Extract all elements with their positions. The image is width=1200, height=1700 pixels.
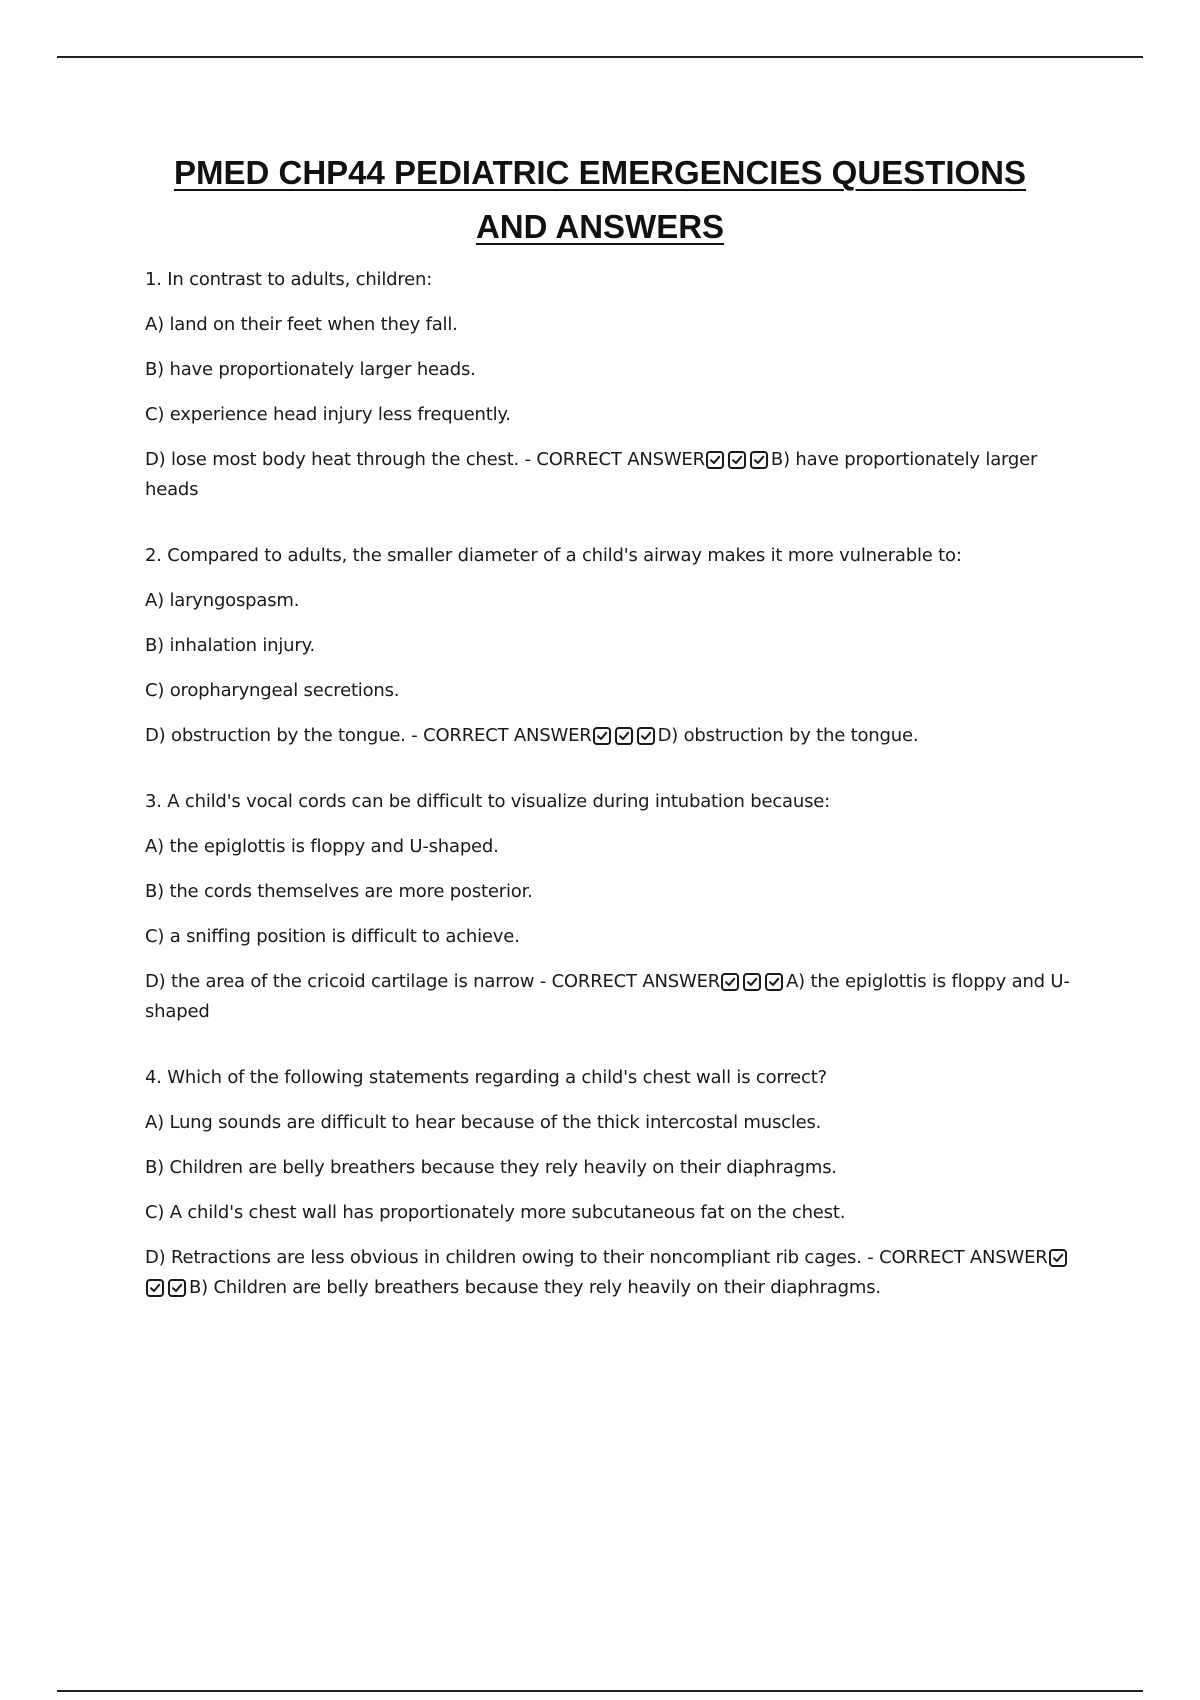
- correct-answer-text: B) have proportionately larger heads: [145, 449, 1038, 500]
- question-stem: 3. A child's vocal cords can be difficult to visualize during intubation because:: [145, 791, 830, 812]
- question-stem: 4. Which of the following statements regarding a child's chest wall is correct?: [145, 1067, 827, 1088]
- title-line-1: PMED CHP44 PEDIATRIC EMERGENCIES QUESTIONS: [173, 154, 1027, 191]
- answer-option: A) the epiglottis is floppy and U-shaped.: [145, 836, 499, 857]
- answer-option-with-key: [145, 1243, 1085, 1303]
- answer-option-with-key: [145, 445, 1085, 505]
- checkbox-checked-icon: [721, 973, 739, 991]
- checkbox-checked-icon: [146, 1279, 164, 1297]
- answer-option-with-key: [145, 721, 1085, 751]
- correct-answer-text: A) the epiglottis is floppy and U-shaped: [145, 971, 1070, 1022]
- answer-option: D) Retractions are less obvious in children owing to their noncompliant rib cages. -: [145, 1247, 880, 1268]
- correct-answer-label: CORRECT ANSWER: [879, 1247, 1048, 1268]
- checkbox-checked-icon: [1049, 1249, 1067, 1267]
- question-block: [145, 265, 1085, 505]
- answer-option: D) the area of the cricoid cartilage is narrow -: [145, 971, 552, 992]
- answer-option: C) a sniffing position is difficult to achieve.: [145, 926, 520, 947]
- answer-option: C) oropharyngeal secretions.: [145, 680, 400, 701]
- bottom-rule: [57, 1690, 1143, 1692]
- answer-option: A) Lung sounds are difficult to hear because of the thick intercostal muscles.: [145, 1112, 822, 1133]
- answer-option: C) experience head injury less frequently.: [145, 404, 511, 425]
- answer-option: B) the cords themselves are more posterior.: [145, 881, 533, 902]
- question-stem: 1. In contrast to adults, children:: [145, 269, 433, 290]
- top-rule: [57, 56, 1143, 58]
- checkbox-checked-icon: [743, 973, 761, 991]
- correct-answer-label: CORRECT ANSWER: [423, 725, 592, 746]
- page-title: [0, 146, 1200, 254]
- checkbox-checked-icon: [765, 973, 783, 991]
- answer-option: C) A child's chest wall has proportionately more subcutaneous fat on the chest.: [145, 1202, 846, 1223]
- question-stem: 2. Compared to adults, the smaller diameter of a child's airway makes it more vulnerable to:: [145, 545, 962, 566]
- question-block: [145, 541, 1085, 751]
- correct-answer-label: CORRECT ANSWER: [551, 971, 721, 992]
- checkbox-checked-icon: [637, 727, 655, 745]
- checkbox-checked-icon: [728, 451, 746, 469]
- checkbox-checked-icon: [593, 727, 611, 745]
- question-block: [145, 787, 1085, 1027]
- title-line-2: AND ANSWERS: [475, 208, 725, 245]
- checkbox-checked-icon: [615, 727, 633, 745]
- correct-answer-label: CORRECT ANSWER: [536, 449, 705, 470]
- answer-option: B) inhalation injury.: [145, 635, 315, 656]
- correct-answer-text: B) Children are belly breathers because they rely heavily on their diaphragms.: [189, 1277, 881, 1298]
- question-block: [145, 1063, 1085, 1303]
- answer-option: B) have proportionately larger heads.: [145, 359, 476, 380]
- correct-answer-text: D) obstruction by the tongue.: [657, 725, 919, 746]
- question-list: [145, 265, 1085, 1339]
- checkbox-checked-icon: [750, 451, 768, 469]
- answer-option: B) Children are belly breathers because they rely heavily on their diaphragms.: [145, 1157, 837, 1178]
- answer-option-with-key: [145, 967, 1085, 1027]
- answer-option: A) land on their feet when they fall.: [145, 314, 458, 335]
- answer-option: D) lose most body heat through the chest. -: [145, 449, 537, 470]
- checkbox-checked-icon: [168, 1279, 186, 1297]
- checkbox-checked-icon: [706, 451, 724, 469]
- answer-option: D) obstruction by the tongue. -: [145, 725, 424, 746]
- answer-option: A) laryngospasm.: [145, 590, 300, 611]
